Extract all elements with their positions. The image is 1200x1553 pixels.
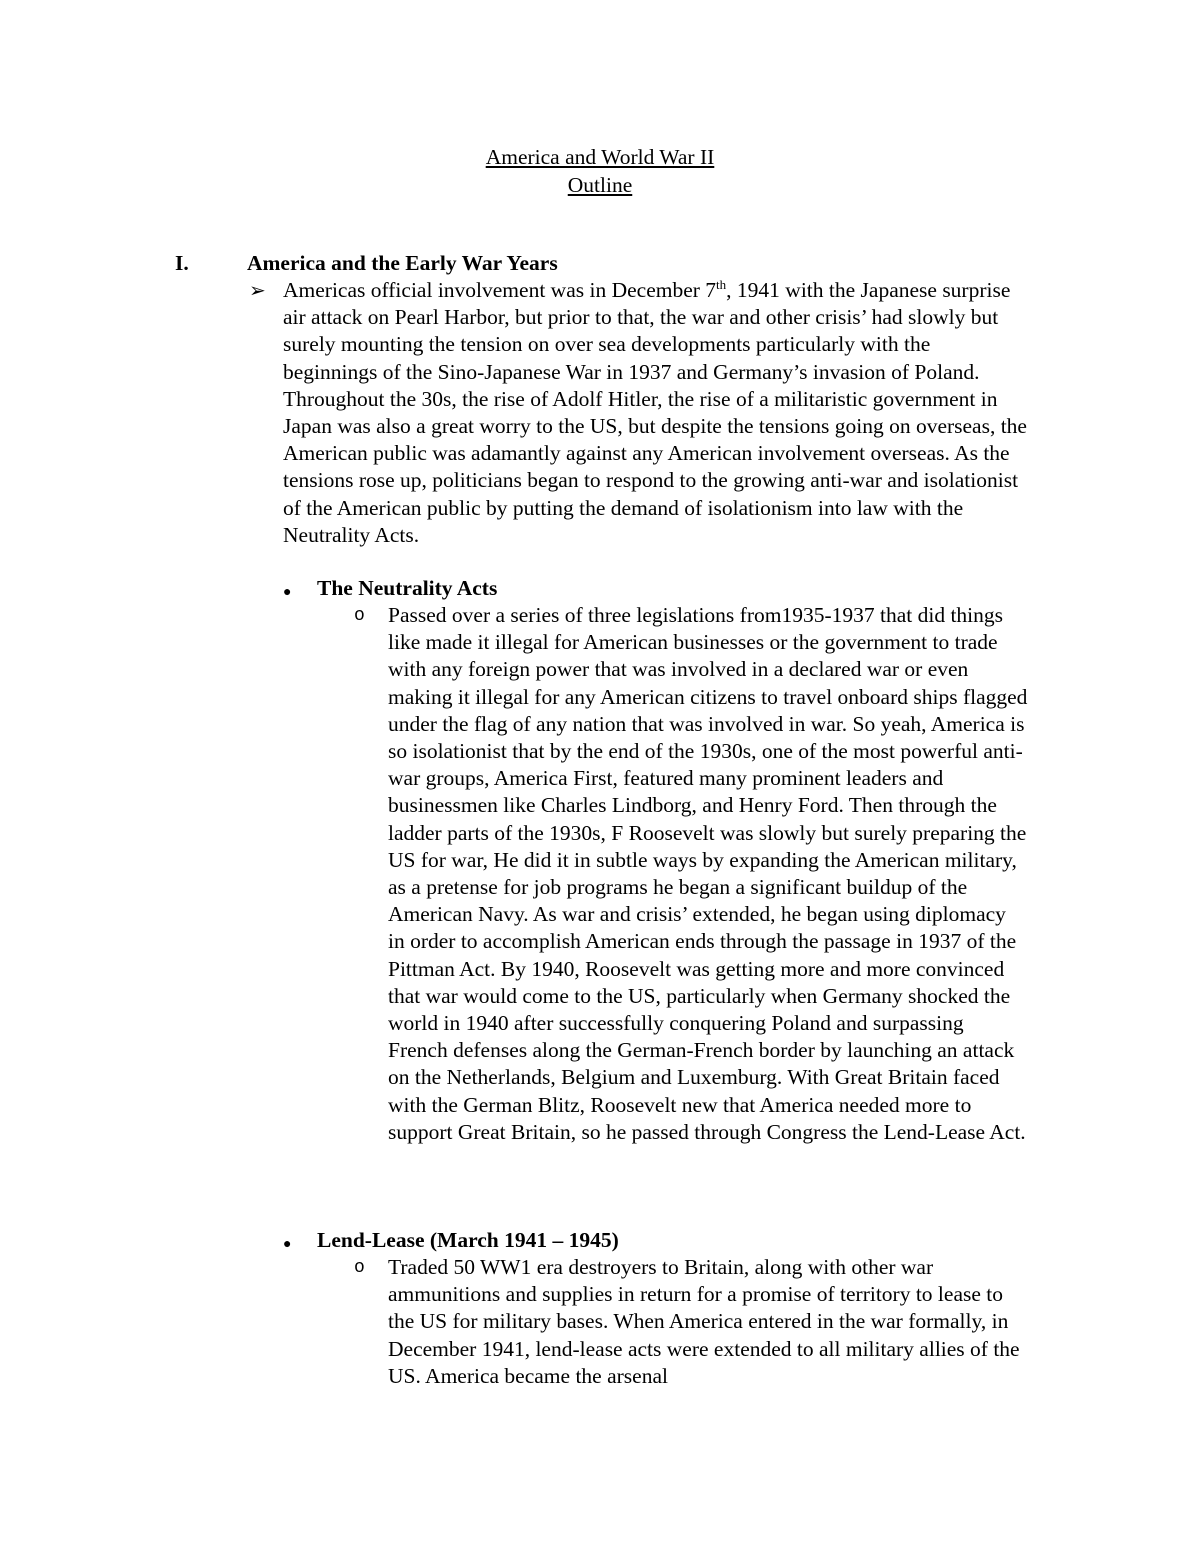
intro-text-rest: , 1941 with the Japanese surprise air attack on Pearl Harbor, but prior to that, the war and other crisis’ had slowly but surely mounting the tension on over sea developments particularly with the beginnings of the Sino-Japanese War in 1937 and Germany’s invasion of Poland. Throughout the 30s, the rise of Adolf Hitler, the rise of a militaristic government in Japan was also a great worry to the US, but despite the tensions going on overseas, the American public was adamantly against any American involvement overseas. As the tensions rose up, politicians began to respond to the growing anti-war and isolationist of the American public by putting the demand of isolationism into law with the Neutrality Acts. [283, 278, 1027, 547]
intro-paragraph [283, 277, 1028, 549]
intro-superscript: th [716, 276, 727, 292]
topic-text-neutrality-acts: Passed over a series of three legislations from1935-1937 that did things like made it illegal for American businesses or the government to trade with any foreign power that was involved in a declared war or even making it illegal for any American citizens to travel onboard ships flagged under the flag of any nation that was involved in war. So yeah, America is so isolationist that by the end of the 1930s, one of the most powerful anti-war groups, America First, featured many prominent leaders and businessmen like Charles Lindborg, and Henry Ford. Then through the ladder parts of the 1930s, F Roosevelt was slowly but surely preparing the US for war, He did it in subtle ways by expanding the American military, as a pretense for job programs he began a significant buildup of the American Navy. As war and crisis’ extended, he began using diplomacy in order to accomplish American ends through the passage in 1937 of the Pittman Act. By 1940, Roosevelt was getting more and more convinced that war would come to the US, particularly when Germany shocked the world in 1940 after successfully conquering Poland and surpassing French defenses along the German-French border by launching an attack on the Netherlands, Belgium and Luxemburg. With Great Britain faced with the German Blitz, Roosevelt new that America needed more to support Great Britain, so he passed through Congress the Lend-Lease Act. [388, 603, 1028, 1144]
section-heading: America and the Early War Years [247, 251, 558, 275]
circle-bullet-icon: o [354, 1258, 365, 1278]
topic-text-lend-lease: Traded 50 WW1 era destroyers to Britain, along with other war ammunitions and supplies in return for a promise of territory to lease to the US for military bases. When America entered in the war formally, in December 1941, lend-lease acts were extended to all military allies of the US. America became the arsenal [388, 1255, 1020, 1388]
document-subtitle: Outline [567, 173, 633, 197]
intro-text-start: Americas official involvement was in December 7 [283, 278, 717, 302]
document-title: America and World War II [485, 145, 715, 169]
topic-heading-neutrality-acts: The Neutrality Acts [317, 576, 498, 600]
topic-heading-lend-lease: Lend-Lease (March 1941 – 1945) [317, 1228, 619, 1252]
disc-bullet-icon: ● [283, 1237, 292, 1252]
title-block [0, 143, 1200, 199]
section-numeral: I. [175, 251, 189, 275]
disc-bullet-icon: ● [283, 585, 292, 600]
circle-bullet-icon: o [354, 606, 365, 626]
arrow-bullet-icon: ➢ [249, 280, 266, 302]
